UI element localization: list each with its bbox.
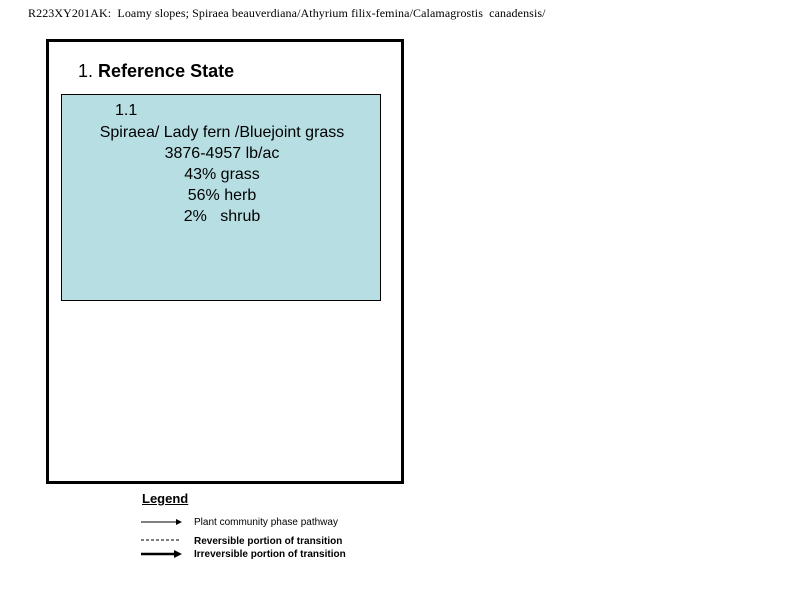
legend-item-reversible	[140, 536, 400, 550]
phase-description	[62, 122, 382, 227]
composition-shrub: 2% shrub	[183, 208, 261, 225]
dashed-line-icon	[140, 536, 184, 548]
phase-name: Spiraea/ Lady fern /Bluejoint grass	[99, 124, 345, 141]
legend-label-irreversible: Irreversible portion of transition	[194, 549, 346, 560]
legend-label-reversible: Reversible portion of transition	[194, 536, 343, 547]
composition-herb: 56% herb	[187, 187, 257, 204]
thick-arrow-icon	[140, 549, 184, 561]
legend-label-phase-pathway: Plant community phase pathway	[194, 517, 338, 528]
phase-production: 3876-4957 lb/ac	[164, 145, 280, 162]
state-name: Reference State	[98, 61, 235, 81]
legend-title: Legend	[142, 491, 189, 506]
phase-id: 1.1	[115, 102, 138, 119]
legend-item-phase-pathway	[140, 517, 400, 531]
composition-grass: 43% grass	[184, 166, 260, 183]
state-number: 1.	[78, 61, 94, 81]
diagram-title: R223XY201AK: Loamy slopes; Spiraea beauverdiana/Athyrium filix-femina/Calamagrostis canadensis/	[28, 6, 546, 20]
state-title	[78, 61, 234, 82]
thin-arrow-icon	[140, 517, 184, 529]
legend-item-irreversible	[140, 549, 400, 563]
legend	[140, 491, 400, 571]
community-phase-box	[61, 94, 381, 301]
reference-state-box	[46, 39, 404, 484]
